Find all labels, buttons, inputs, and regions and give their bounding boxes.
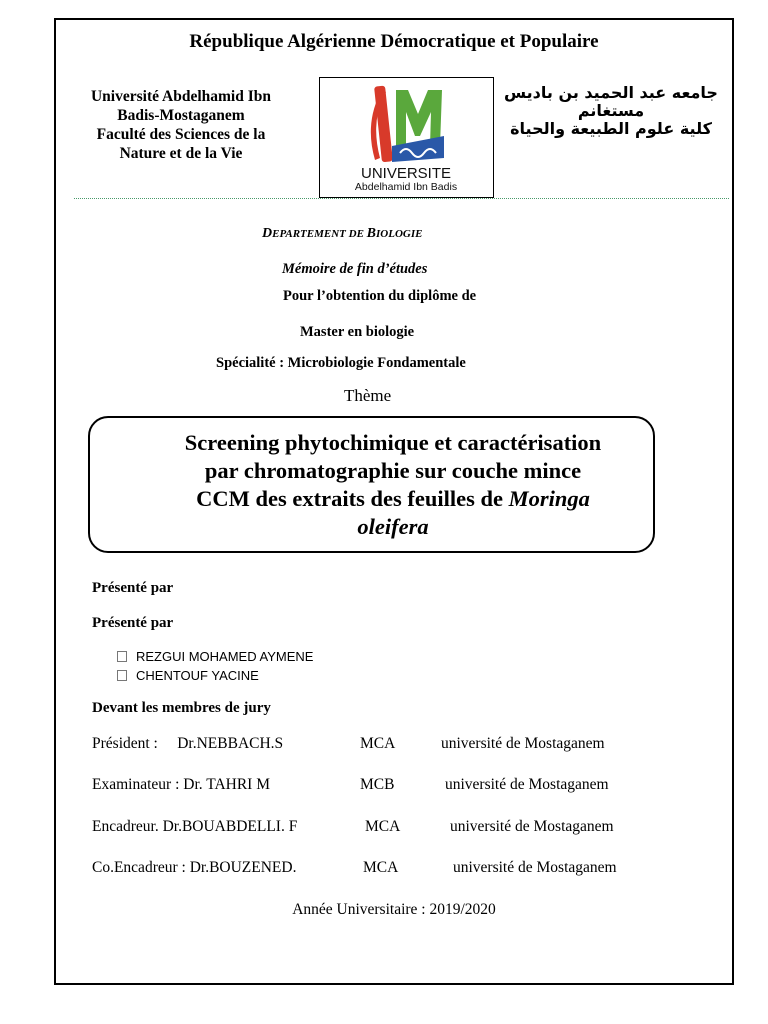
student-name: CHENTOUF YACINE: [136, 668, 259, 683]
department-initial-d: D: [262, 226, 273, 241]
title-line3-text: CCM des extraits des feuilles de: [196, 486, 509, 511]
memoire-label: Mémoire de fin d’études: [282, 261, 428, 277]
jury-grade: MCA: [360, 735, 396, 752]
student-item: [117, 668, 259, 683]
department-part-1: EPARTEMENT DE: [272, 228, 367, 240]
presented-by-label: Présenté par: [92, 580, 174, 596]
republic-heading: République Algérienne Démocratique et Populaire: [189, 31, 599, 52]
logo-green-m: [396, 90, 442, 146]
title-line: par chromatographie sur couche mince: [204, 458, 582, 483]
title-species-epithet: oleifera: [357, 514, 429, 539]
university-logo-graphic: [320, 78, 493, 197]
university-fr-line: Faculté des Sciences de la: [96, 126, 266, 143]
logo-universite-text: UNIVERSITE: [360, 165, 452, 182]
university-ar-line: جامعه عبد الحميد بن باديس: [504, 83, 718, 102]
university-ar-line: كلية علوم الطبيعة والحياة: [510, 119, 712, 138]
logo-subtitle-text: Abdelhamid Ibn Badis: [354, 181, 458, 193]
title-line: [108, 485, 678, 513]
university-fr-line: Université Abdelhamid Ibn: [90, 88, 271, 105]
jury-affiliation: université de Mostaganem: [453, 859, 617, 876]
jury-role-name: Examinateur : Dr. TAHRI M: [92, 776, 270, 793]
university-logo: [319, 77, 494, 198]
title-species-genus: Moringa: [508, 486, 590, 511]
university-name-arabic: [500, 84, 722, 138]
bullet-icon: [117, 651, 127, 662]
specialite-label: Spécialité : Microbiologie Fondamentale: [216, 355, 466, 371]
jury-grade: MCA: [363, 859, 399, 876]
department-part-2: IOLOGIE: [376, 228, 423, 240]
obtention-label: Pour l’obtention du diplôme de: [283, 288, 477, 304]
academic-year: Année Universitaire : 2019/2020: [292, 901, 496, 918]
jury-grade: MCB: [360, 776, 395, 793]
thesis-title: [108, 429, 678, 541]
university-fr-line: Nature et de la Vie: [119, 145, 243, 162]
jury-affiliation: université de Mostaganem: [445, 776, 609, 793]
student-item: [117, 649, 313, 664]
jury-role-name: Encadreur. Dr.BOUABDELLI. F: [92, 818, 298, 835]
jury-role-name: Co.Encadreur : Dr.BOUZENED.: [92, 859, 297, 876]
student-name: REZGUI MOHAMED AYMENE: [136, 649, 314, 664]
title-line: [108, 513, 678, 541]
presented-by-label: Présenté par: [92, 615, 174, 631]
master-label: Master en biologie: [300, 324, 415, 340]
jury-affiliation: université de Mostaganem: [450, 818, 614, 835]
jury-heading: Devant les membres de jury: [92, 700, 271, 716]
university-fr-line: Badis-Mostaganem: [117, 107, 245, 124]
title-line: Screening phytochimique et caractérisation: [184, 430, 602, 455]
header-divider: [74, 198, 729, 199]
bullet-icon: [117, 670, 127, 681]
jury-grade: MCA: [365, 818, 401, 835]
theme-label: Thème: [344, 386, 392, 405]
department-initial-b: B: [366, 226, 376, 241]
jury-role-name: Président : Dr.NEBBACH.S: [92, 735, 284, 752]
university-ar-line: مستغانم: [577, 101, 645, 120]
jury-affiliation: université de Mostaganem: [441, 735, 605, 752]
university-name-french: [70, 87, 292, 163]
department-heading: [262, 226, 422, 242]
